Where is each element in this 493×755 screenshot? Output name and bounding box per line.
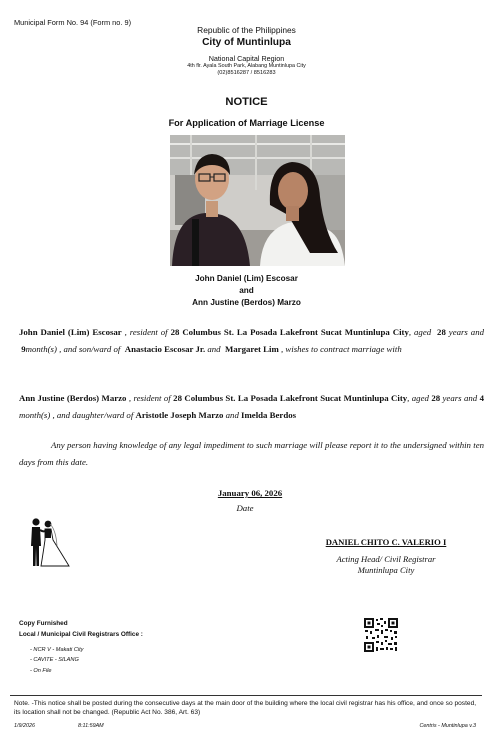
- date-label: Date: [236, 503, 254, 513]
- groom-age-months: 9: [21, 344, 26, 354]
- groom-name-heading: John Daniel (Lim) Escosar: [195, 274, 298, 283]
- groom-and-text: and: [207, 344, 221, 354]
- groom-father: Anastacio Escosar Jr.: [124, 344, 206, 354]
- republic-heading: Republic of the Philippines: [197, 25, 296, 35]
- groom-end-text: , wishes to contract marriage with: [281, 344, 402, 354]
- registrar-city: Muntinlupa City: [357, 565, 415, 575]
- city-heading: City of Muntinlupa: [202, 37, 291, 48]
- copy-furnished-item: - NCR V - Makati City: [30, 647, 84, 653]
- groom-years-text: years and: [448, 327, 484, 337]
- office-address: 4th flr. Ayala South Park, Alabang Muntinlupa City: [187, 63, 306, 69]
- bride-age-years: 28: [431, 393, 441, 403]
- copy-furnished-subtitle: Local / Municipal Civil Registrars Office :: [19, 631, 143, 638]
- bride-resident-text: , resident of: [128, 393, 171, 403]
- posting-note: Note. -This notice shall be posted during the consecutive days at the main door of the building where the local civil registrar has his office, and once so posted, its location shall not be changed. (Republic Act No. 386, Art. 63): [14, 700, 477, 716]
- groom-age-years: 28: [437, 327, 446, 337]
- print-date: 1/9/2026: [14, 723, 35, 729]
- notice-date: January 06, 2026: [217, 488, 283, 498]
- groom-paragraph: [19, 324, 484, 358]
- groom-months-text: month(s) , and son/ward of: [25, 344, 121, 354]
- bride-age-months: 4: [479, 393, 485, 403]
- groom-resident-text: , resident of: [124, 327, 168, 337]
- couple-photo: [170, 135, 345, 266]
- qr-code-icon: [363, 617, 399, 653]
- registrar-title: Acting Head/ Civil Registrar: [336, 554, 436, 564]
- bride-name: Ann Justine (Berdos) Marzo: [19, 393, 127, 403]
- office-phone: (02)8516287 / 8516283: [217, 70, 276, 76]
- impediment-paragraph: Any person having knowledge of any legal impediment to such marriage will please report it to the undersigned within ten days from this date.: [19, 440, 484, 467]
- bride-aged-text: , aged: [407, 393, 429, 403]
- copy-furnished-item: - On File: [30, 668, 52, 674]
- bride-groom-icon: [23, 516, 71, 568]
- bride-address: 28 Columbus St. La Posada Lakefront Sucat Muntinlupa City: [173, 393, 408, 403]
- bride-paragraph: [19, 390, 484, 424]
- and-heading: and: [239, 286, 254, 295]
- bride-mother: Imelda Berdos: [241, 410, 297, 420]
- bride-and-text: and: [225, 410, 239, 420]
- notice-title: NOTICE: [225, 96, 268, 108]
- print-time: 8:11:59AM: [78, 723, 104, 729]
- system-version: Centris - Muntinlupa v.3: [419, 723, 476, 729]
- groom-name: John Daniel (Lim) Escosar: [19, 327, 122, 337]
- registrar-name: DANIEL CHITO C. VALERIO I: [325, 537, 447, 547]
- notice-subtitle: For Application of Marriage License: [168, 118, 325, 128]
- form-number: Municipal Form No. 94 (Form no. 9): [14, 18, 132, 27]
- footer-divider: [10, 695, 482, 696]
- bride-years-text: years and: [442, 393, 478, 403]
- bride-name-heading: Ann Justine (Berdos) Marzo: [192, 298, 301, 307]
- bride-father: Aristotle Joseph Marzo: [135, 410, 224, 420]
- region-heading: National Capital Region: [208, 54, 285, 63]
- groom-aged-text: , aged: [408, 327, 432, 337]
- copy-furnished-title: Copy Furnished: [19, 620, 68, 627]
- groom-mother: Margaret Lim: [224, 344, 279, 354]
- copy-furnished-item: - CAVITE - SILANG: [30, 657, 79, 663]
- bride-months-text: month(s) , and daughter/ward of: [19, 410, 134, 420]
- groom-address: 28 Columbus St. La Posada Lakefront Sucat Muntinlupa City: [170, 327, 409, 337]
